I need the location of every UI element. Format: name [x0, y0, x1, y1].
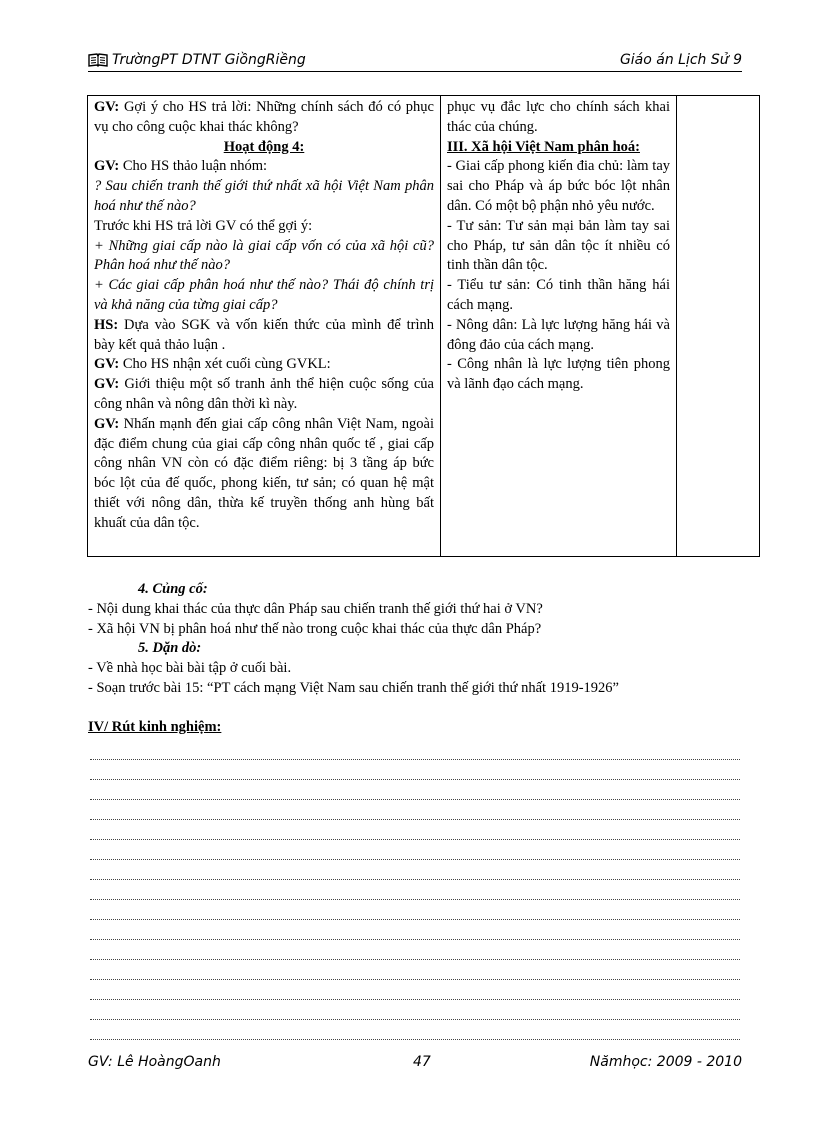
content-item: - Giai cấp phong kiến đia chủ: làm tay sai cho Pháp và áp bức bóc lột nhân dân. Có một bộ phận nhỏ yêu nước.: [447, 158, 670, 214]
teacher-activity-column: [88, 96, 441, 557]
activity-heading: Hoạt động 4:: [223, 138, 305, 155]
speaker-label: HS:: [94, 316, 119, 333]
book-icon: [88, 53, 108, 67]
experience-title: IV/ Rút kinh nghiệm:: [88, 719, 222, 735]
speaker-label: GV:: [94, 415, 120, 432]
experience-lines: [90, 740, 740, 1040]
activity-paragraph: [94, 157, 434, 177]
paragraph-text: Gợi ý cho HS trả lời: Những chính sách đó có phục vụ cho công cuộc khai thác không?: [94, 99, 434, 135]
activity-paragraph: [94, 316, 434, 356]
hint-line: + Các giai cấp phân hoá như thế nào? Thái độ chính trị và khả năng của từng giai cấp?: [94, 277, 434, 313]
homework-title: 5. Dặn dò:: [138, 640, 202, 657]
blank-line[interactable]: [90, 900, 740, 920]
speaker-label: GV:: [94, 356, 120, 373]
content-column: [441, 96, 677, 557]
lesson-table: [87, 95, 760, 557]
consolidation-item: - Nội dung khai thác của thực dân Pháp sau chiến tranh thế giới thứ hai ở VN?: [88, 600, 543, 617]
activity-paragraph: [94, 355, 434, 375]
paragraph-text: Dựa vào SGK và vốn kiến thức của mình để trình bày kết quả thảo luận .: [94, 316, 434, 353]
blank-line[interactable]: [90, 740, 740, 760]
blank-line[interactable]: [90, 880, 740, 900]
content-item: - Tư sản: Tư sản mại bản làm tay sai cho Pháp, tư sản dân tộc ít nhiều có tinh thần dân tộc.: [447, 217, 670, 274]
paragraph-text: Cho HS thảo luận nhóm:: [119, 158, 268, 175]
teacher-name: GV: Lê HoàngOanh: [88, 1054, 221, 1070]
content-item: - Nông dân: Là lực lượng hăng hái và đông đảo của cách mạng.: [447, 316, 670, 353]
blank-line[interactable]: [90, 1000, 740, 1020]
header-left: [88, 52, 306, 68]
speaker-label: GV:: [94, 376, 120, 393]
content-item: - Công nhân là lực lượng tiên phong và lãnh đạo cách mạng.: [447, 356, 670, 393]
header-rule: [88, 71, 742, 72]
paragraph-text: Giới thiệu một số tranh ảnh thể hiện cuộc sống của công nhân và nông dân thời kì này.: [94, 376, 434, 412]
page-footer: [88, 1054, 742, 1074]
speaker-label: GV:: [94, 158, 120, 175]
activity-paragraph: [94, 415, 434, 534]
blank-line[interactable]: [90, 780, 740, 800]
section-heading: III. Xã hội Việt Nam phân hoá:: [447, 138, 640, 155]
activity-paragraph: [94, 375, 434, 415]
content-intro: phục vụ đắc lực cho chính sách khai thác của chúng.: [447, 99, 670, 135]
blank-line[interactable]: [90, 920, 740, 940]
paragraph-text: Cho HS nhận xét cuối cùng GVKL:: [119, 356, 331, 373]
paragraph-text: Nhấn mạnh đến giai cấp công nhân Việt Nam, ngoài đặc điểm chung của giai cấp công nhân quốc tế , giai cấp công nhân VN còn có đặc điểm riêng: bị 3 tầng áp bức bóc lột của đế quốc, phong kiến, tư sản; có quan hệ mật thiết với nông dân, thừa kế truyền thống anh hùng bất khuất của dân tộc.: [94, 415, 434, 531]
consolidation-title: 4. Củng cố:: [138, 581, 208, 597]
blank-line[interactable]: [90, 760, 740, 780]
hint-line: + Những giai cấp nào là giai cấp vốn có của xã hội cũ? Phân hoá như thế nào?: [94, 237, 434, 274]
subject-title: Giáo án Lịch Sử 9: [619, 52, 742, 68]
page-number: 47: [413, 1054, 431, 1070]
content-item: - Tiểu tư sản: Có tinh thần hăng hái cách mạng.: [447, 277, 670, 313]
paragraph-text: Trước khi HS trả lời GV có thể gợi ý:: [94, 217, 313, 234]
homework-item: - Soạn trước bài 15: “PT cách mạng Việt Nam sau chiến tranh thế giới thứ nhất 1919-1926”: [88, 679, 619, 696]
blank-line[interactable]: [90, 840, 740, 860]
school-name: TrườngPT DTNT GiồngRiềng: [112, 52, 306, 68]
activity-paragraph: [94, 98, 434, 138]
activity-paragraph: [94, 217, 434, 237]
blank-line[interactable]: [90, 800, 740, 820]
page-header: [88, 52, 742, 72]
school-year: Nămhọc: 2009 - 2010: [589, 1054, 742, 1070]
blank-line[interactable]: [90, 860, 740, 880]
blank-line[interactable]: [90, 820, 740, 840]
discussion-question: ? Sau chiến tranh thế giới thứ nhất xã hội Việt Nam phân hoá như thế nào?: [94, 178, 434, 214]
blank-line[interactable]: [90, 1020, 740, 1040]
speaker-label: GV:: [94, 99, 120, 115]
lesson-followup: [88, 580, 768, 699]
notes-column: [677, 96, 760, 557]
consolidation-item: - Xã hội VN bị phân hoá như thế nào trong cuộc khai thác của thực dân Pháp?: [88, 620, 542, 637]
homework-item: - Về nhà học bài bài tập ở cuối bài.: [88, 660, 292, 677]
content-list: [447, 157, 670, 395]
blank-line[interactable]: [90, 980, 740, 1000]
blank-line[interactable]: [90, 940, 740, 960]
blank-line[interactable]: [90, 960, 740, 980]
